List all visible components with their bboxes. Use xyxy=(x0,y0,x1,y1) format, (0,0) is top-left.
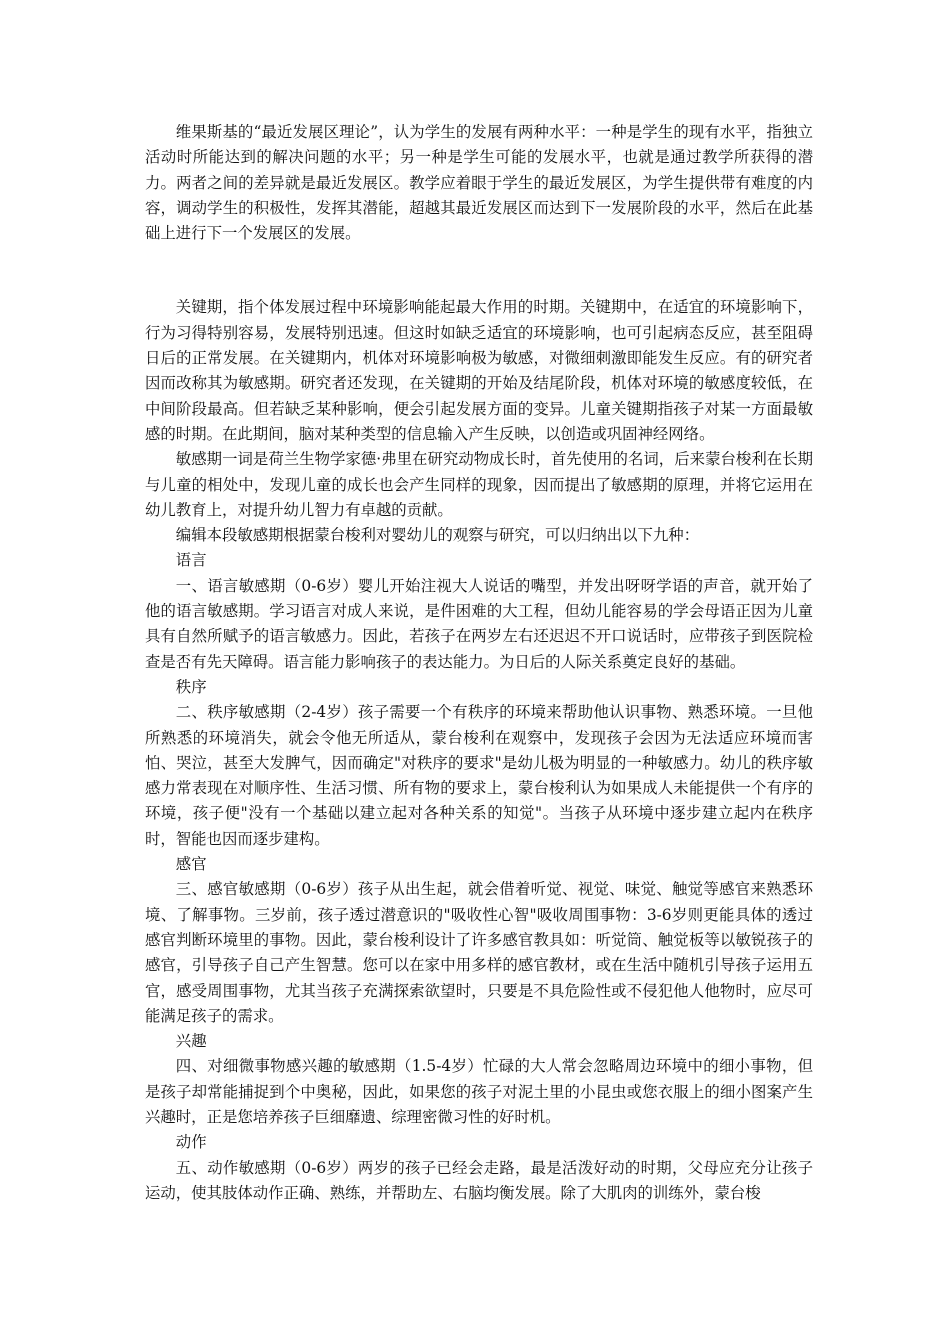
paragraph-sensitive-period: 敏感期一词是荷兰生物学家德·弗里在研究动物成长时，首先使用的名词，后来蒙台梭利在长期与儿童的相处中，发现儿童的成长也会产生同样的现象，因而提出了敏感期的原理，并将它运用在幼儿教育上，对提升幼儿智力有卓越的贡献。 xyxy=(145,450,813,519)
heading-senses: 感官 xyxy=(175,855,207,874)
paragraph-order: 二、秩序敏感期（2-4岁）孩子需要一个有秩序的环境来帮助他认识事物、熟悉环境。一旦他所熟悉的环境消失，就会令他无所适从，蒙台梭利在观察中，发现孩子会因为无法适应环境而害怕、哭泣，甚至大发脾气，因而确定"对秩序的要求"是幼儿极为明显的一种敏感力。幼儿的秩序敏感力常表现在对顺序性、生活习惯、所有物的要求上，蒙台梭利认为如果成人未能提供一个有序的环境，孩子便"没有一个基础以建立起对各种关系的知觉"。当孩子从环境中逐步建立起内在秩序时，智能也因而逐步建构。 xyxy=(145,703,813,848)
paragraph-interest: 四、对细微事物感兴趣的敏感期（1.5-4岁）忙碌的大人常会忽略周边环境中的细小事物，但是孩子却常能捕捉到个中奥秘，因此，如果您的孩子对泥土里的小昆虫或您衣服上的细小图案产生兴趣时，正是您培养孩子巨细靡遗、综理密微习性的好时机。 xyxy=(145,1057,813,1126)
paragraph-language: 一、语言敏感期（0-6岁）婴儿开始注视大人说话的嘴型，并发出呀呀学语的声音，就开始了他的语言敏感期。学习语言对成人来说，是件困难的大工程，但幼儿能容易的学会母语正因为儿童具有自然所赋予的语言敏感力。因此，若孩子在两岁左右还迟迟不开口说话时，应带孩子到医院检查是否有先天障碍。语言能力影响孩子的表达能力。为日后的人际关系奠定良好的基础。 xyxy=(145,576,813,671)
paragraph-action: 五、动作敏感期（0-6岁）两岁的孩子已经会走路，最是活泼好动的时期，父母应充分让孩子运动，使其肢体动作正确、熟练，并帮助左、右脑均衡发展。除了大肌肉的训练外，蒙台梭 xyxy=(145,1158,813,1202)
heading-action: 动作 xyxy=(175,1133,207,1152)
document-body xyxy=(145,120,813,1206)
heading-interest: 兴趣 xyxy=(175,1032,207,1051)
paragraph-senses: 三、感官敏感期（0-6岁）孩子从出生起，就会借着听觉、视觉、味觉、触觉等感官来熟悉环境、了解事物。三岁前，孩子透过潜意识的"吸收性心智"吸收周围事物：3-6岁则更能具体的透过感官判断环境里的事物。因此，蒙台梭利设计了许多感官教具如：听觉筒、触觉板等以敏锐孩子的感官，引导孩子自己产生智慧。您可以在家中用多样的感官教材，或在生活中随机引导孩子运用五官，感受周围事物，尤其当孩子充满探索欲望时，只要是不具危险性或不侵犯他人他物时，应尽可能满足孩子的需求。 xyxy=(145,880,813,1025)
paragraph-intro: 编辑本段敏感期根据蒙台梭利对婴幼儿的观察与研究，可以归纳出以下九种： xyxy=(175,526,700,545)
paragraph-gap xyxy=(145,246,813,295)
heading-language: 语言 xyxy=(175,551,207,570)
paragraph-critical-period: 关键期，指个体发展过程中环境影响能起最大作用的时期。关键期中，在适宜的环境影响下，行为习得特别容易，发展特别迅速。但这时如缺乏适宜的环境影响，也可引起病态反应，甚至阻碍日后的正常发展。在关键期内，机体对环境影响极为敏感，对微细刺激即能发生反应。有的研究者因而改称其为敏感期。研究者还发现，在关键期的开始及结尾阶段，机体对环境的敏感度较低，在中间阶段最高。但若缺乏某种影响，便会引起发展方面的变异。儿童关键期指孩子对某一方面最敏感的时期。在此期间，脑对某种类型的信息输入产生反映，以创造或巩固神经网络。 xyxy=(145,298,813,443)
paragraph-zpd: 维果斯基的“最近发展区理论”，认为学生的发展有两种水平：一种是学生的现有水平，指独立活动时所能达到的解决问题的水平；另一种是学生可能的发展水平，也就是通过教学所获得的潜力。两者之间的差异就是最近发展区。教学应着眼于学生的最近发展区，为学生提供带有难度的内容，调动学生的积极性，发挥其潜能，超越其最近发展区而达到下一发展阶段的水平，然后在此基础上进行下一个发展区的发展。 xyxy=(145,123,813,243)
heading-order: 秩序 xyxy=(175,677,207,696)
